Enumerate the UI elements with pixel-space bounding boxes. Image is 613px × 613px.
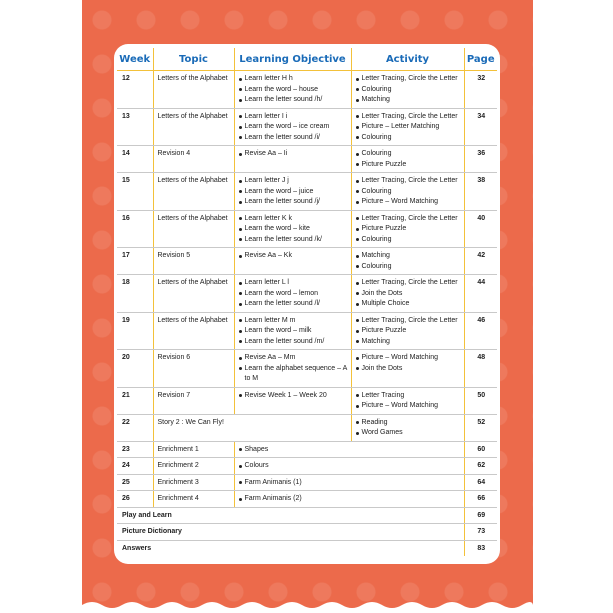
topic-cell: Enrichment 2	[153, 458, 234, 475]
list-item: Colouring	[356, 133, 461, 144]
table-row	[117, 524, 497, 541]
activity-cell	[351, 146, 464, 173]
table-row	[117, 491, 497, 508]
table-row	[117, 248, 497, 275]
list-item: Matching	[356, 251, 461, 262]
list-item: Revise Aa – Mm	[239, 353, 348, 364]
activity-cell-list	[356, 418, 461, 439]
table-row	[117, 414, 497, 441]
list-item: Learn the word – house	[239, 85, 348, 96]
page-cell: 32	[464, 71, 497, 109]
topic-cell: Revision 4	[153, 146, 234, 173]
objective-cell	[234, 248, 351, 275]
week-cell: 17	[117, 248, 153, 275]
list-item: Letter Tracing, Circle the Letter	[356, 74, 461, 85]
objective-cell	[234, 491, 464, 508]
activity-cell-list	[356, 353, 461, 374]
week-cell: 18	[117, 275, 153, 313]
list-item: Picture Puzzle	[356, 224, 461, 235]
list-item: Letter Tracing, Circle the Letter	[356, 278, 461, 289]
week-cell: 22	[117, 414, 153, 441]
page-cell: 64	[464, 474, 497, 491]
week-cell: 26	[117, 491, 153, 508]
section-label: Answers	[122, 544, 152, 552]
topic-cell: Letters of the Alphabet	[153, 210, 234, 248]
table-row	[117, 540, 497, 556]
section-label: Picture Dictionary	[117, 524, 464, 541]
objective-cell-list	[239, 176, 348, 208]
topic-cell: Letters of the Alphabet	[153, 275, 234, 313]
list-item: Colouring	[356, 235, 461, 246]
activity-cell-list	[356, 176, 461, 208]
list-item: Learn the letter sound /i/	[239, 133, 348, 144]
objective-cell-list	[239, 461, 461, 472]
page-cell: 69	[464, 507, 497, 524]
objective-cell	[234, 474, 464, 491]
objective-cell-list	[239, 214, 348, 246]
page-cell: 60	[464, 441, 497, 458]
table-row	[117, 275, 497, 313]
list-item: Word Games	[356, 428, 461, 439]
objective-cell-list	[239, 445, 461, 456]
header-activity: Activity	[351, 48, 464, 71]
list-item: Letter Tracing, Circle the Letter	[356, 112, 461, 123]
page-cell: 38	[464, 173, 497, 211]
list-item: Learn the word – ice cream	[239, 122, 348, 133]
week-cell: 25	[117, 474, 153, 491]
page-cell: 44	[464, 275, 497, 313]
table-row	[117, 387, 497, 414]
list-item: Letter Tracing	[356, 391, 461, 402]
list-item: Learn letter L l	[239, 278, 348, 289]
objective-cell-list	[239, 353, 348, 385]
page-cell: 48	[464, 350, 497, 388]
list-item: Matching	[356, 95, 461, 106]
week-cell: 19	[117, 312, 153, 350]
list-item: Learn the letter sound /h/	[239, 95, 348, 106]
list-item: Learn letter I i	[239, 112, 348, 123]
objective-cell-list	[239, 149, 348, 160]
page-cell: 50	[464, 387, 497, 414]
page-cell: 36	[464, 146, 497, 173]
activity-cell	[351, 173, 464, 211]
activity-cell-list	[356, 391, 461, 412]
list-item: Farm Animanis (2)	[239, 494, 461, 505]
wavy-border	[82, 595, 533, 613]
week-cell: 13	[117, 108, 153, 146]
objective-cell	[234, 71, 351, 109]
topic-cell: Revision 5	[153, 248, 234, 275]
objective-cell	[234, 210, 351, 248]
table-row	[117, 312, 497, 350]
objective-cell-list	[239, 494, 461, 505]
objective-cell-list	[239, 316, 348, 348]
table-row	[117, 474, 497, 491]
objective-cell-list	[239, 278, 348, 310]
header-objective: Learning Objective	[234, 48, 351, 71]
list-item: Colouring	[356, 149, 461, 160]
table-row	[117, 210, 497, 248]
activity-cell-list	[356, 251, 461, 272]
topic-cell: Letters of the Alphabet	[153, 71, 234, 109]
list-item: Picture Puzzle	[356, 326, 461, 337]
objective-cell	[234, 275, 351, 313]
topic-cell: Enrichment 1	[153, 441, 234, 458]
activity-cell	[351, 312, 464, 350]
objective-cell	[234, 350, 351, 388]
objective-cell	[234, 146, 351, 173]
page-cell: 40	[464, 210, 497, 248]
topic-cell: Story 2 : We Can Fly!	[153, 414, 351, 441]
page-cell: 73	[464, 524, 497, 541]
week-cell: 23	[117, 441, 153, 458]
list-item: Reading	[356, 418, 461, 429]
list-item: Learn letter J j	[239, 176, 348, 187]
objective-cell-list	[239, 478, 461, 489]
activity-cell-list	[356, 316, 461, 348]
week-cell: 15	[117, 173, 153, 211]
topic-cell: Enrichment 3	[153, 474, 234, 491]
list-item: Multiple Choice	[356, 299, 461, 310]
list-item: Learn the letter sound /l/	[239, 299, 348, 310]
week-cell: 16	[117, 210, 153, 248]
list-item: Colouring	[356, 262, 461, 273]
list-item: Learn the letter sound /m/	[239, 337, 348, 348]
objective-cell	[234, 173, 351, 211]
activity-cell-list	[356, 112, 461, 144]
table-row	[117, 173, 497, 211]
table-row	[117, 108, 497, 146]
activity-cell	[351, 108, 464, 146]
page-cell: 52	[464, 414, 497, 441]
week-cell: 20	[117, 350, 153, 388]
list-item: Join the Dots	[356, 289, 461, 300]
list-item: Learn the word – lemon	[239, 289, 348, 300]
week-cell: 24	[117, 458, 153, 475]
list-item: Colouring	[356, 85, 461, 96]
list-item: Learn letter K k	[239, 214, 348, 225]
objective-cell	[234, 312, 351, 350]
list-item: Learn the letter sound /k/	[239, 235, 348, 246]
list-item: Shapes	[239, 445, 461, 456]
list-item: Learn the word – juice	[239, 187, 348, 198]
topic-cell: Revision 6	[153, 350, 234, 388]
list-item: Learn letter M m	[239, 316, 348, 327]
list-item: Letter Tracing, Circle the Letter	[356, 214, 461, 225]
activity-cell	[351, 275, 464, 313]
list-item: Join the Dots	[356, 364, 461, 375]
list-item: Matching	[356, 337, 461, 348]
objective-cell-list	[239, 112, 348, 144]
list-item: Picture – Letter Matching	[356, 122, 461, 133]
activity-cell-list	[356, 74, 461, 106]
activity-cell	[351, 414, 464, 441]
activity-cell	[351, 387, 464, 414]
topic-cell: Enrichment 4	[153, 491, 234, 508]
contents-table	[117, 48, 497, 556]
table-row	[117, 146, 497, 173]
list-item: Letter Tracing, Circle the Letter	[356, 176, 461, 187]
list-item: Revise Aa – Kk	[239, 251, 348, 262]
list-item: Picture Puzzle	[356, 160, 461, 171]
list-item: Learn the word – kite	[239, 224, 348, 235]
list-item: Learn letter H h	[239, 74, 348, 85]
section-label: Play and Learn	[117, 507, 464, 524]
topic-cell: Letters of the Alphabet	[153, 108, 234, 146]
topic-cell: Letters of the Alphabet	[153, 173, 234, 211]
page-cell: 62	[464, 458, 497, 475]
activity-cell	[351, 248, 464, 275]
objective-cell	[234, 108, 351, 146]
topic-cell: Letters of the Alphabet	[153, 312, 234, 350]
list-item: Picture – Word Matching	[356, 401, 461, 412]
header-week: Week	[117, 48, 153, 71]
list-item: Colours	[239, 461, 461, 472]
table-row	[117, 350, 497, 388]
page-cell: 42	[464, 248, 497, 275]
page-cell: 46	[464, 312, 497, 350]
week-cell: 14	[117, 146, 153, 173]
table-row	[117, 507, 497, 524]
week-cell: 21	[117, 387, 153, 414]
list-item: Picture – Word Matching	[356, 197, 461, 208]
topic-cell: Revision 7	[153, 387, 234, 414]
list-item: Colouring	[356, 187, 461, 198]
list-item: Letter Tracing, Circle the Letter	[356, 316, 461, 327]
page-cell: 83	[464, 540, 497, 556]
list-item: Revise Week 1 – Week 20	[239, 391, 348, 402]
objective-cell-list	[239, 74, 348, 106]
page-cell: 34	[464, 108, 497, 146]
list-item: Learn the word – milk	[239, 326, 348, 337]
activity-cell	[351, 350, 464, 388]
list-item: Revise Aa – Ii	[239, 149, 348, 160]
activity-cell	[351, 71, 464, 109]
table-row	[117, 441, 497, 458]
list-item: Farm Animanis (1)	[239, 478, 461, 489]
week-cell: 12	[117, 71, 153, 109]
objective-cell	[234, 387, 351, 414]
objective-cell-list	[239, 251, 348, 262]
activity-cell-list	[356, 278, 461, 310]
list-item: Learn the letter sound /j/	[239, 197, 348, 208]
table-row	[117, 458, 497, 475]
page-cell: 66	[464, 491, 497, 508]
list-item: Learn the alphabet sequence – A to M	[239, 364, 348, 385]
header-page: Page	[464, 48, 497, 71]
list-item: Picture – Word Matching	[356, 353, 461, 364]
activity-cell-list	[356, 214, 461, 246]
activity-cell-list	[356, 149, 461, 170]
header-row	[117, 48, 497, 71]
objective-cell-list	[239, 391, 348, 402]
activity-cell	[351, 210, 464, 248]
header-topic: Topic	[153, 48, 234, 71]
objective-cell	[234, 458, 464, 475]
table-row	[117, 71, 497, 109]
objective-cell	[234, 441, 464, 458]
